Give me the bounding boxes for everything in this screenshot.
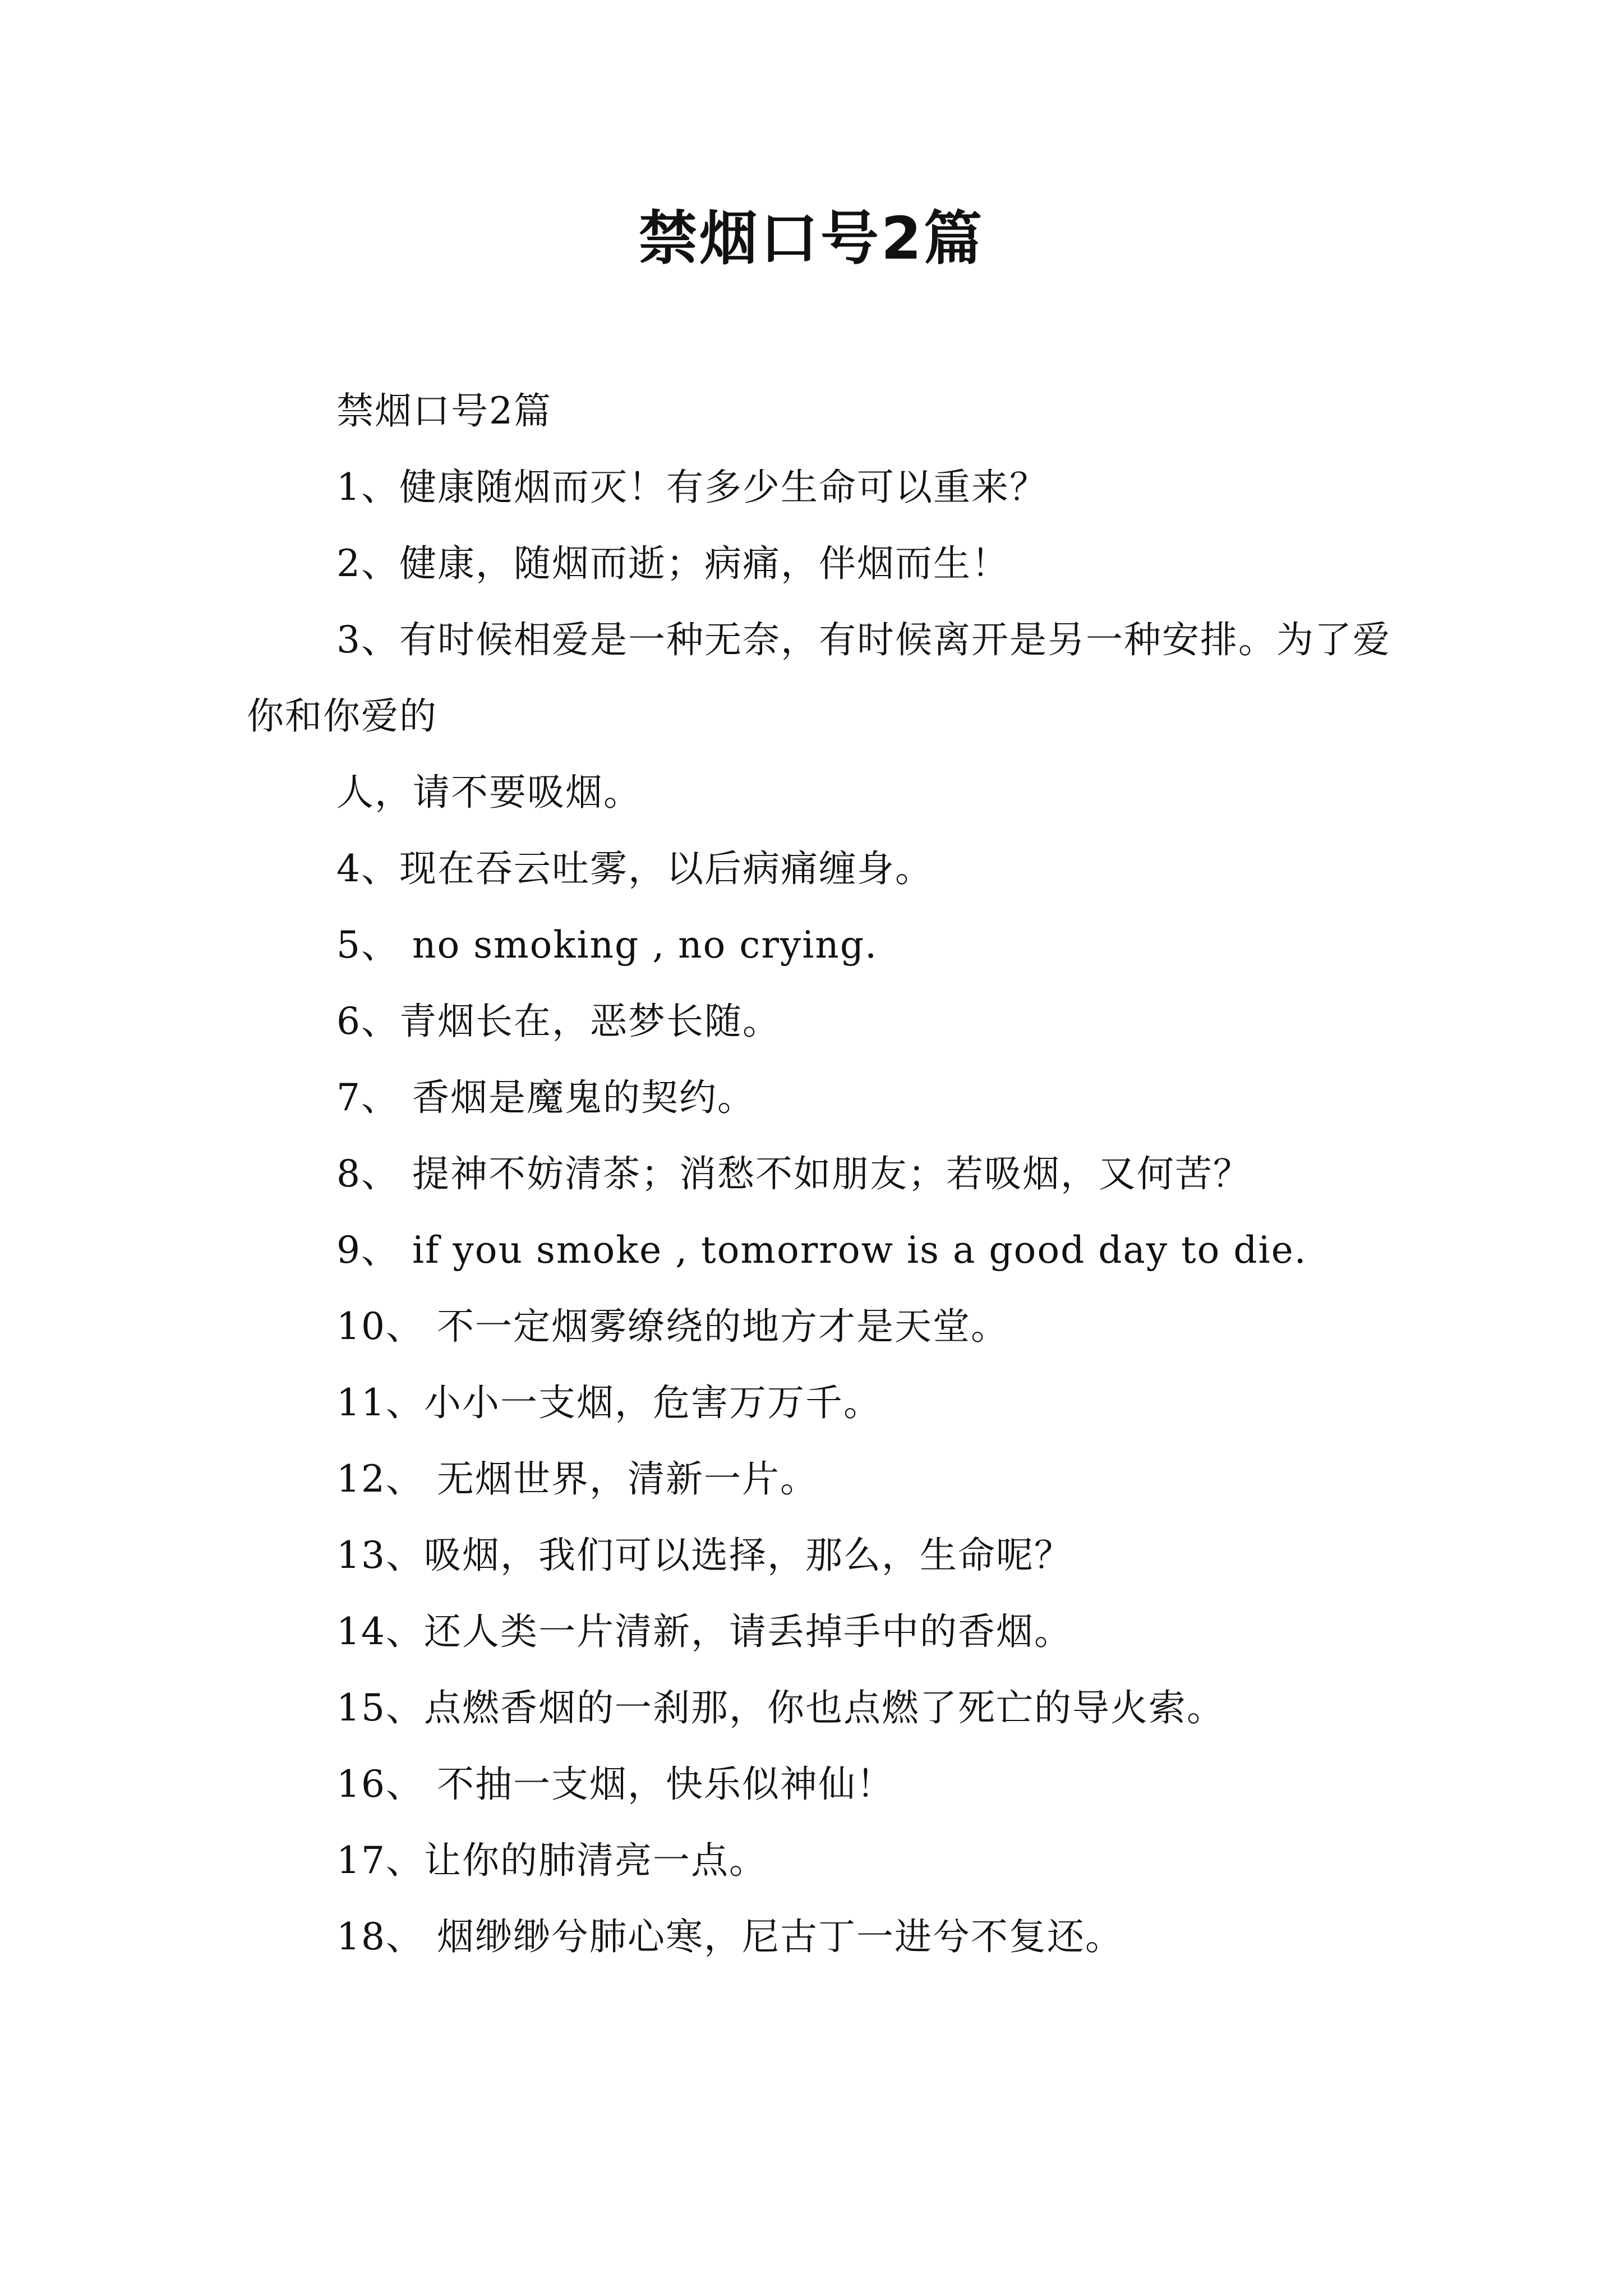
slogan-13: 13、吸烟，我们可以选择，那么，生命呢？ (336, 1534, 1072, 1577)
slogan-3: 3、有时候相爱是一种无奈，有时候离开是另一种安排。为了爱你和你爱的 (247, 618, 1391, 738)
slogan-4: 4、现在吞云吐雾，以后病痛缠身。 (336, 847, 933, 890)
slogan-2: 2、健康，随烟而逝；病痛，伴烟而生！ (336, 542, 1009, 585)
slogan-12: 12、 无烟世界，清新一片。 (336, 1457, 818, 1501)
slogan-16: 16、 不抽一支烟，快乐似神仙！ (336, 1763, 895, 1806)
slogan-3-continued: 人，请不要吸烟。 (336, 771, 642, 814)
slogan-14: 14、还人类一片清新，请丢掉手中的香烟。 (336, 1610, 1072, 1653)
slogan-15: 15、点燃香烟的一刹那，你也点燃了死亡的导火索。 (336, 1686, 1225, 1729)
slogan-17: 17、让你的肺清亮一点。 (336, 1839, 767, 1882)
document-body (247, 373, 1413, 1975)
slogan-11: 11、小小一支烟，危害万万千。 (336, 1381, 882, 1424)
document-title: 禁烟口号2篇 (638, 204, 985, 273)
slogan-9: 9、 if you smoke , tomorrow is a good day to die. (336, 1228, 1307, 1272)
slogan-10: 10、 不一定烟雾缭绕的地方才是天堂。 (336, 1305, 1009, 1348)
slogan-6: 6、青烟长在，恶梦长随。 (336, 1000, 781, 1043)
slogan-5: 5、 no smoking , no crying. (336, 923, 878, 967)
slogan-1: 1、健康随烟而灭！有多少生命可以重来？ (336, 466, 1048, 509)
paragraph-heading: 禁烟口号2篇 (336, 389, 552, 432)
slogan-7: 7、 香烟是魔鬼的契约。 (336, 1076, 755, 1119)
slogan-8: 8、 提神不妨清茶；消愁不如朋友；若吸烟，又何苦？ (336, 1152, 1251, 1195)
slogan-18: 18、 烟缈缈兮肺心寒，尼古丁一进兮不复还。 (336, 1915, 1123, 1958)
